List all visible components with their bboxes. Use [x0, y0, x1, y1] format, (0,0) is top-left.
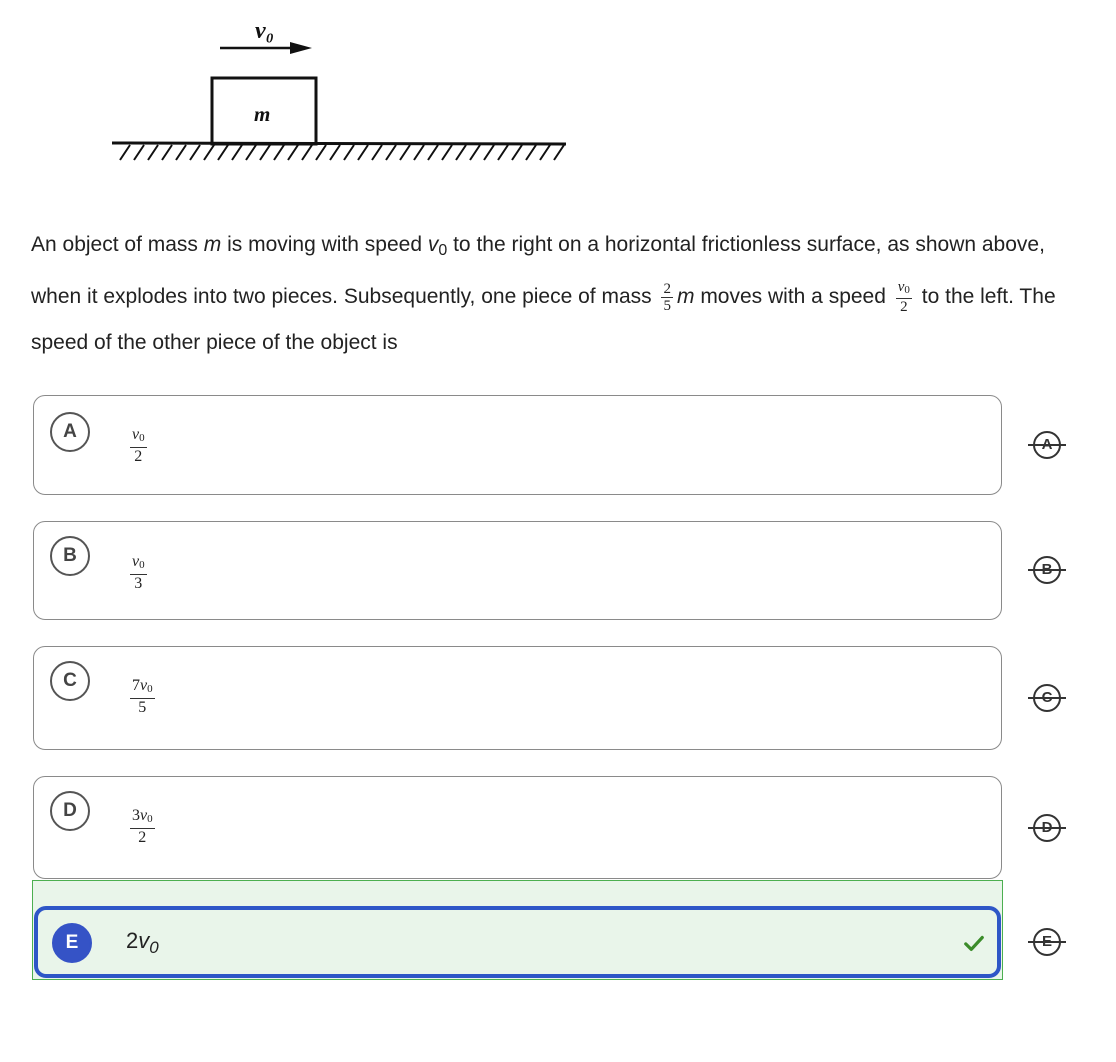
checkmark-icon [963, 932, 985, 954]
answer-option-c[interactable] [33, 646, 1002, 750]
option-answer: $\frac{7v_0}{5}$ [132, 677, 153, 716]
option-letter-badge: A [50, 412, 90, 452]
option-answer: $\frac{v_0}{3}$ [132, 553, 145, 592]
mass-label: m [254, 102, 271, 126]
eliminate-option-c-button[interactable] [1028, 683, 1066, 713]
option-letter-badge: C [50, 661, 90, 701]
surface-hatching [120, 145, 564, 160]
velocity-label: v₀ [255, 18, 275, 44]
surface-line [112, 143, 566, 144]
answer-option-d[interactable] [33, 776, 1002, 879]
eliminate-option-b-button[interactable] [1028, 555, 1066, 585]
arrowhead-icon [290, 42, 312, 54]
option-answer: $2v_0$ [126, 928, 159, 957]
strike-line [1028, 827, 1066, 829]
strike-line [1028, 697, 1066, 699]
mass-symbol: m [203, 233, 222, 256]
answer-option-e[interactable] [34, 906, 1001, 978]
option-answer: $\frac{v_0}{2}$ [132, 426, 145, 465]
option-answer: $\frac{3v_0}{2}$ [132, 807, 153, 846]
option-letter-badge: E [52, 923, 92, 963]
velocity-symbol: $v_0$ [427, 233, 448, 259]
question-text: An object of mass m is moving with speed $v_0$ to the right on a horizontal frictionless surface, as shown above, when it explodes into two pieces. Subsequently, one piece of mass $\frac{2}{5}$ m moves with a speed $\frac{v_0}{2}$ to the left. The speed of the other piece of the object is [31, 233, 1056, 354]
answer-option-b[interactable] [33, 521, 1002, 620]
fraction-two-fifths: $\frac{2}{5}$ [663, 280, 671, 314]
strike-line [1028, 569, 1066, 571]
physics-figure [100, 8, 580, 178]
answer-option-a[interactable] [33, 395, 1002, 495]
eliminate-option-a-button[interactable] [1028, 430, 1066, 460]
strike-line [1028, 444, 1066, 446]
strike-line [1028, 941, 1066, 943]
eliminate-option-e-button[interactable] [1028, 927, 1066, 957]
eliminate-option-d-button[interactable] [1028, 813, 1066, 843]
fraction-v0-over-2: $\frac{v_0}{2}$ [897, 279, 910, 316]
option-letter-badge: D [50, 791, 90, 831]
block-on-surface-diagram [100, 8, 580, 178]
option-letter-badge: B [50, 536, 90, 576]
